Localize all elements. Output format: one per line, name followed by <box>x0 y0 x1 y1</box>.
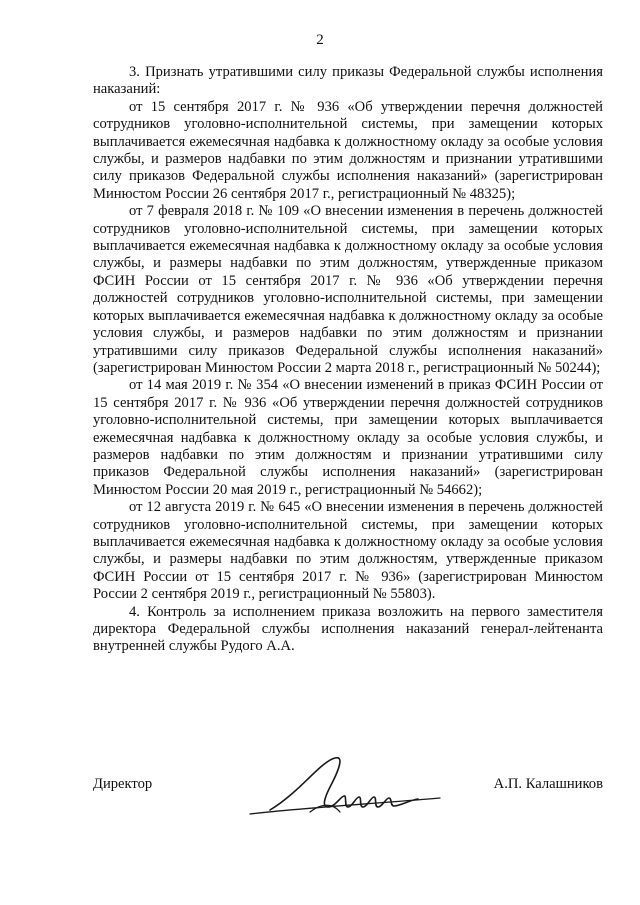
page-number: 2 <box>316 32 324 48</box>
paragraph-order-936: от 15 сентября 2017 г. № 936 «Об утверждении перечня должностей сотрудников уголовно-исполнительной системы, при замещении которых выплачивается ежемесячная надбавка к должностному окладу за особые условия службы, и размеров надбавки по этим должностям и признании утратившими силу приказов Федеральной службы исполнения наказаний» (зарегистрирован Минюстом России 26 сентября 2017 г., регистрационный № 48325); <box>93 98 603 202</box>
paragraph-order-109: от 7 февраля 2018 г. № 109 «О внесении изменения в перечень должностей сотрудников уголовно-исполнительной системы, при замещении которых выплачивается ежемесячная надбавка к должностному окладу за особые условия службы, и размеры надбавки по этим должностям, утвержденные приказом ФСИН России от 15 сентября 2017 г. № 936 «Об утверждении перечня должностей сотрудников уголовно-исполнительной системы, при замещении которых выплачивается ежемесячная надбавка к должностному окладу за особые условия службы, и размеров надбавки по этим должностям и признании утратившими силу приказов Федеральной службы исполнения наказаний» (зарегистрирован Минюстом России 2 марта 2018 г., регистрационный № 50244); <box>93 203 603 376</box>
signatory-name: А.П. Калашников <box>493 776 603 792</box>
paragraph-order-354: от 14 мая 2019 г. № 354 «О внесении изменений в приказ ФСИН России от 15 сентября 2017 г. № 936 «Об утверждении перечня должностей сотрудников уголовно-исполнительной системы, при замещении которых выплачивается ежемесячная надбавка к должностному окладу за особые условия службы, и размеров надбавки по этим должностям и признании утратившими силу приказов Федеральной службы исполнения наказаний» (зарегистрирован Минюстом России 20 мая 2019 г., регистрационный № 54662); <box>93 377 603 498</box>
paragraph-order-645: от 12 августа 2019 г. № 645 «О внесении изменения в перечень должностей сотрудников уголовно-исполнительной системы, при замещении которых выплачивается ежемесячная надбавка к должностному окладу за особые условия службы, и размеры надбавки по этим должностям, утвержденные приказом ФСИН России от 15 сентября 2017 г. № 936» (зарегистрирован Минюстом России 2 сентября 2019 г., регистрационный № 55803). <box>93 499 603 603</box>
paragraph-item-4: 4. Контроль за исполнением приказа возложить на первого заместителя директора Федеральной службы исполнения наказаний генерал-лейтенанта внутренней службы Рудого А.А. <box>93 603 603 655</box>
document-body <box>93 64 603 656</box>
handwritten-signature <box>240 752 450 822</box>
signatory-title: Директор <box>93 776 153 792</box>
paragraph-item-3: 3. Признать утратившими силу приказы Федеральной службы исполнения наказаний: <box>93 64 603 98</box>
